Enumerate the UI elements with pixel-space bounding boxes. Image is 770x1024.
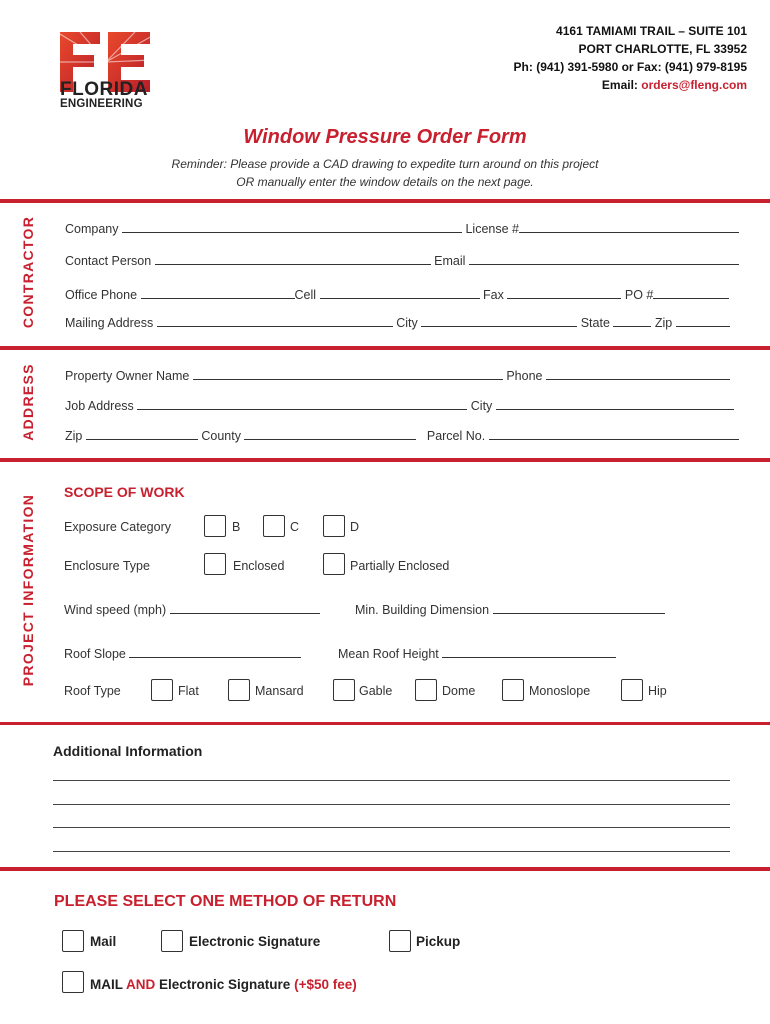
roof-flat-checkbox[interactable] xyxy=(151,679,173,701)
divider xyxy=(0,346,770,350)
roof-hip-checkbox[interactable] xyxy=(621,679,643,701)
combo-fee: (+$50 fee) xyxy=(294,977,357,992)
section-label-contractor: CONTRACTOR xyxy=(20,215,36,329)
job-address-field[interactable] xyxy=(137,397,467,410)
divider xyxy=(0,867,770,871)
job-address-row xyxy=(65,397,734,413)
exposure-b-label: B xyxy=(232,520,241,534)
state-field[interactable] xyxy=(613,314,651,327)
pickup-label: Pickup xyxy=(416,934,461,949)
mail-and-esig-label xyxy=(90,977,357,992)
pickup-checkbox[interactable] xyxy=(389,930,411,952)
min-dimension-row xyxy=(355,601,665,617)
license-field[interactable] xyxy=(519,220,739,233)
county-field[interactable] xyxy=(244,427,416,440)
exposure-category-label: Exposure Category xyxy=(64,520,172,534)
license-label: License # xyxy=(465,222,519,236)
company-row xyxy=(65,220,739,236)
esig-label: Electronic Signature xyxy=(189,934,321,949)
roof-monoslope-label: Monoslope xyxy=(529,684,591,698)
scope-title: SCOPE OF WORK xyxy=(64,484,185,500)
address-line1: 4161 TAMIAMI TRAIL – SUITE 101 xyxy=(556,24,747,38)
exposure-d-checkbox[interactable] xyxy=(323,515,345,537)
company-label: Company xyxy=(65,222,119,236)
parcel-label: Parcel No. xyxy=(426,429,486,443)
partially-enclosed-checkbox[interactable] xyxy=(323,553,345,575)
mean-roof-height-field[interactable] xyxy=(442,645,616,658)
owner-phone-label: Phone xyxy=(506,369,543,383)
mailing-address-field[interactable] xyxy=(157,314,393,327)
county-label: County xyxy=(201,429,241,443)
email-field[interactable] xyxy=(469,252,739,265)
roof-monoslope-checkbox[interactable] xyxy=(502,679,524,701)
job-city-field[interactable] xyxy=(496,397,734,410)
reminder-line2: OR manually enter the window details on the next page. xyxy=(236,175,534,189)
reminder-text xyxy=(0,155,770,191)
roof-hip-label: Hip xyxy=(648,684,667,698)
enclosed-label: Enclosed xyxy=(233,559,285,573)
roof-gable-label: Gable xyxy=(359,684,393,698)
contact-person-field[interactable] xyxy=(155,252,431,265)
state-label: State xyxy=(580,316,610,330)
roof-slope-field[interactable] xyxy=(129,645,301,658)
company-address xyxy=(514,22,747,94)
logo-wordmark xyxy=(60,80,148,111)
divider xyxy=(0,199,770,203)
office-phone-field[interactable] xyxy=(141,286,295,299)
exposure-c-label: C xyxy=(290,520,300,534)
job-city-label: City xyxy=(470,399,493,413)
po-label: PO # xyxy=(624,288,654,302)
address-line2: PORT CHARLOTTE, FL 33952 xyxy=(578,42,747,56)
mail-label: Mail xyxy=(90,934,117,949)
divider xyxy=(0,458,770,462)
property-owner-label: Property Owner Name xyxy=(65,369,190,383)
contact-row xyxy=(65,252,739,268)
owner-row xyxy=(65,367,730,383)
job-address-label: Job Address xyxy=(65,399,134,413)
additional-info-line[interactable] xyxy=(53,780,730,781)
logo-line2: ENGINEERING xyxy=(60,98,143,110)
cell-label: Cell xyxy=(294,288,317,302)
cell-field[interactable] xyxy=(320,286,480,299)
roof-mansard-checkbox[interactable] xyxy=(228,679,250,701)
enclosed-checkbox[interactable] xyxy=(204,553,226,575)
reminder-line1: Reminder: Please provide a CAD drawing to expedite turn around on this project xyxy=(171,157,599,171)
roof-dome-label: Dome xyxy=(442,684,476,698)
esig-checkbox[interactable] xyxy=(161,930,183,952)
phone-fax: Ph: (941) 391-5980 or Fax: (941) 979-8195 xyxy=(513,60,747,74)
roof-gable-checkbox[interactable] xyxy=(333,679,355,701)
fax-field[interactable] xyxy=(507,286,621,299)
office-phone-label: Office Phone xyxy=(65,288,138,302)
email-label: Email: xyxy=(601,78,638,92)
additional-info-line[interactable] xyxy=(53,827,730,828)
mail-checkbox[interactable] xyxy=(62,930,84,952)
section-label-address: ADDRESS xyxy=(20,363,36,441)
combo-and: AND xyxy=(126,977,156,992)
wind-speed-row xyxy=(64,601,320,617)
exposure-c-checkbox[interactable] xyxy=(263,515,285,537)
contact-person-label: Contact Person xyxy=(65,254,152,268)
additional-info-line[interactable] xyxy=(53,804,730,805)
section-label-project: PROJECT INFORMATION xyxy=(20,493,36,687)
zip-field[interactable] xyxy=(676,314,730,327)
additional-info-line[interactable] xyxy=(53,851,730,852)
city-field[interactable] xyxy=(421,314,577,327)
additional-info-title: Additional Information xyxy=(53,743,203,759)
roof-flat-label: Flat xyxy=(178,684,199,698)
mailing-address-label: Mailing Address xyxy=(65,316,154,330)
mean-roof-height-row xyxy=(338,645,616,661)
mean-roof-height-label: Mean Roof Height xyxy=(338,647,439,661)
property-owner-field[interactable] xyxy=(193,367,503,380)
wind-speed-field[interactable] xyxy=(170,601,320,614)
divider xyxy=(0,722,770,725)
roof-slope-label: Roof Slope xyxy=(64,647,126,661)
min-dimension-field[interactable] xyxy=(493,601,665,614)
partially-enclosed-label: Partially Enclosed xyxy=(350,559,450,573)
enclosure-type-label: Enclosure Type xyxy=(64,559,150,573)
min-dimension-label: Min. Building Dimension xyxy=(355,603,490,617)
roof-dome-checkbox[interactable] xyxy=(415,679,437,701)
mailing-row xyxy=(65,314,730,330)
exposure-b-checkbox[interactable] xyxy=(204,515,226,537)
job-zip-field[interactable] xyxy=(86,427,198,440)
owner-phone-field[interactable] xyxy=(546,367,730,380)
roof-mansard-label: Mansard xyxy=(255,684,304,698)
email-link[interactable]: orders@fleng.com xyxy=(641,78,747,92)
city-label: City xyxy=(396,316,418,330)
roof-slope-row xyxy=(64,645,301,661)
po-field[interactable] xyxy=(653,286,729,299)
return-method-title: PLEASE SELECT ONE METHOD OF RETURN xyxy=(54,893,397,910)
combo-esig: Electronic Signature xyxy=(159,977,291,992)
phone-row xyxy=(65,286,729,302)
page-title: Window Pressure Order Form xyxy=(243,126,527,148)
combo-mail: MAIL xyxy=(90,977,123,992)
zip-row xyxy=(65,427,739,443)
roof-type-label: Roof Type xyxy=(64,684,121,698)
email-field-label: Email xyxy=(434,254,466,268)
mail-and-esig-checkbox[interactable] xyxy=(62,971,84,993)
job-zip-label: Zip xyxy=(65,429,83,443)
fax-label: Fax xyxy=(483,288,504,302)
zip-label: Zip xyxy=(654,316,673,330)
parcel-field[interactable] xyxy=(489,427,739,440)
logo-line1: FLORIDA xyxy=(60,79,148,100)
wind-speed-label: Wind speed (mph) xyxy=(64,603,167,617)
company-field[interactable] xyxy=(122,220,462,233)
exposure-d-label: D xyxy=(350,520,360,534)
